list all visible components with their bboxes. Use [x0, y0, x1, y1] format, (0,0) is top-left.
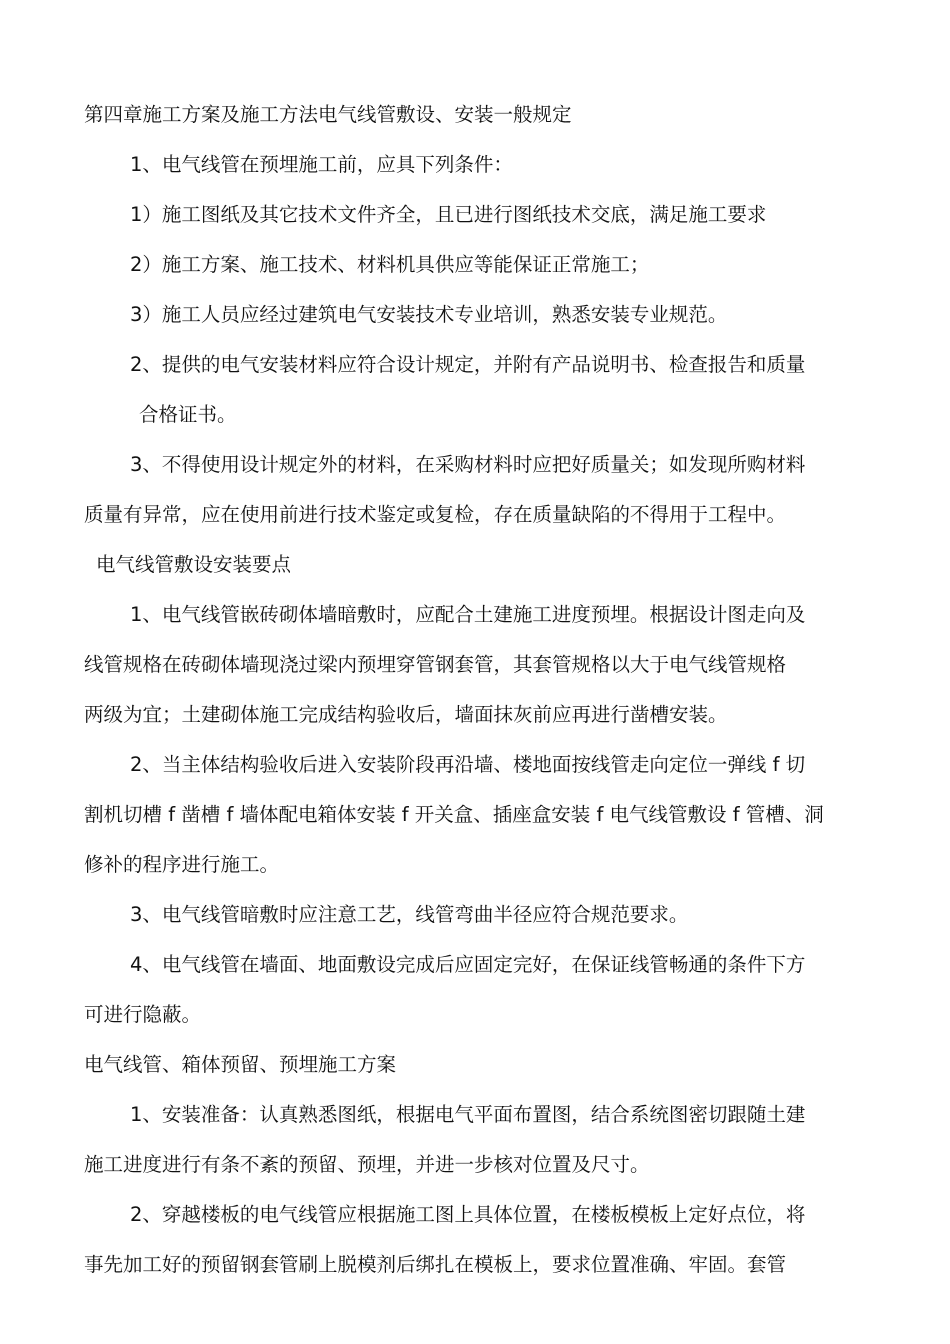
paragraph-line: 割机切槽 f 凿槽 f 墙体配电箱体安装 f 开关盒、插座盒安装 f 电气线管敷设 f 管槽、洞 [84, 803, 824, 826]
paragraph-line: 2、提供的电气安装材料应符合设计规定，并附有产品说明书、检查报告和质量 [130, 353, 806, 376]
paragraph-line: 修补的程序进行施工。 [84, 853, 280, 876]
paragraph-line: 3、不得使用设计规定外的材料，在采购材料时应把好质量关；如发现所购材料 [130, 453, 806, 476]
paragraph-line: 两级为宜；土建砌体施工完成结构验收后，墙面抹灰前应再进行凿槽安装。 [84, 703, 728, 726]
paragraph-line: 3、电气线管暗敷时应注意工艺，线管弯曲半径应符合规范要求。 [130, 903, 689, 926]
section-heading: 电气线管敷设安装要点 [96, 553, 292, 576]
paragraph-line: 事先加工好的预留钢套管刷上脱模剂后绑扎在模板上，要求位置准确、牢固。套管 [84, 1253, 787, 1276]
paragraph-line: 质量有异常，应在使用前进行技术鉴定或复检，存在质量缺陷的不得用于工程中。 [84, 503, 787, 526]
paragraph-line: 1、电气线管在预埋施工前，应具下列条件： [130, 153, 513, 176]
paragraph-line: 1）施工图纸及其它技术文件齐全，且已进行图纸技术交底，满足施工要求 [130, 203, 767, 226]
paragraph-line: 2）施工方案、施工技术、材料机具供应等能保证正常施工； [130, 253, 650, 276]
paragraph-line: 可进行隐蔽。 [84, 1003, 202, 1026]
paragraph-line: 3）施工人员应经过建筑电气安装技术专业培训，熟悉安装专业规范。 [130, 303, 728, 326]
paragraph-line: 1、安装准备：认真熟悉图纸，根据电气平面布置图，结合系统图密切跟随土建 [130, 1103, 806, 1126]
paragraph-line: 合格证书。 [139, 403, 237, 426]
paragraph-line: 线管规格在砖砌体墙现浇过梁内预埋穿管钢套管，其套管规格以大于电气线管规格 [84, 653, 787, 676]
paragraph-line: 2、穿越楼板的电气线管应根据施工图上具体位置，在楼板模板上定好点位，将 [130, 1203, 806, 1226]
paragraph-line: 4、电气线管在墙面、地面敷设完成后应固定完好，在保证线管畅通的条件下方 [130, 953, 806, 976]
paragraph-line: 2、当主体结构验收后进入安装阶段再沿墙、楼地面按线管走向定位一弹线 f 切 [130, 753, 806, 776]
paragraph-line: 施工进度进行有条不紊的预留、预埋，并进一步核对位置及尺寸。 [84, 1153, 650, 1176]
chapter-heading: 第四章施工方案及施工方法电气线管敷设、安装一般规定 [84, 103, 572, 126]
paragraph-line: 1、电气线管嵌砖砌体墙暗敷时，应配合土建施工进度预埋。根据设计图走向及 [130, 603, 806, 626]
section-heading: 电气线管、箱体预留、预埋施工方案 [84, 1053, 397, 1076]
